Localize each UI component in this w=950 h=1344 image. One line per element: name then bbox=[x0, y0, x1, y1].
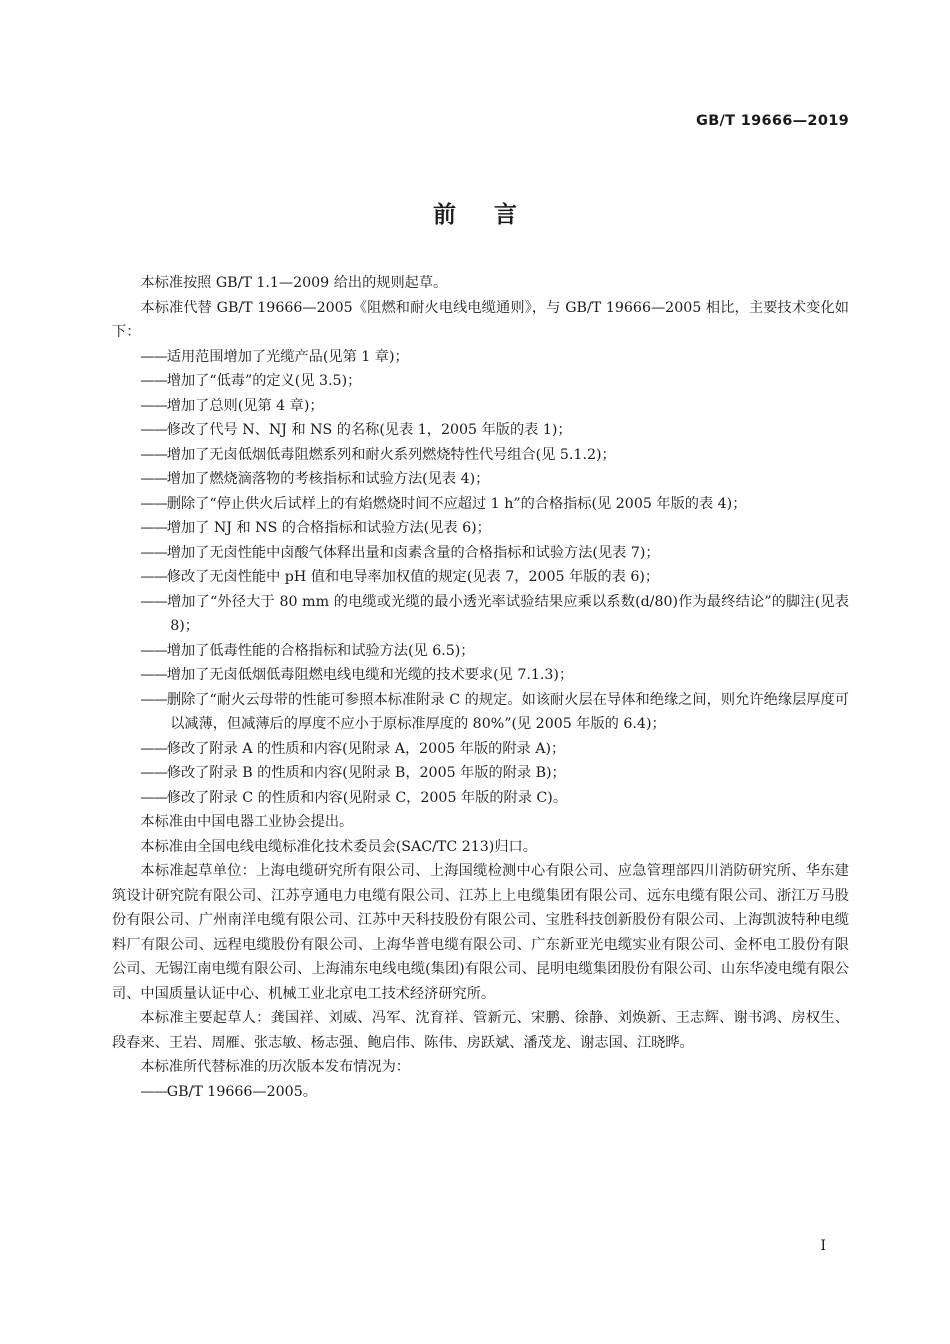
list-item-text: 修改了无卤性能中 pH 值和电导率加权值的规定(见表 7，2005 年版的表 6)； bbox=[166, 569, 660, 585]
list-dash: —— bbox=[140, 373, 167, 389]
page-number: I bbox=[820, 1238, 826, 1254]
paragraph-replacement: 本标准代替 GB/T 19666—2005《阻燃和耐火电线电缆通则》，与 GB/T 19666—2005 相比，主要技术变化如下： bbox=[112, 299, 849, 340]
change-list bbox=[112, 345, 849, 811]
list-item-text: 修改了代号 N、NJ 和 NS 的名称(见表 1，2005 年版的表 1)； bbox=[166, 422, 572, 438]
list-dash: —— bbox=[140, 422, 167, 438]
list-dash: —— bbox=[140, 691, 167, 708]
document-body bbox=[112, 271, 849, 1104]
list-item bbox=[112, 688, 849, 737]
list-dash: —— bbox=[140, 397, 167, 414]
list-dash: —— bbox=[140, 495, 167, 512]
list-item bbox=[112, 492, 849, 517]
list-dash: —— bbox=[140, 544, 167, 561]
list-item bbox=[112, 418, 849, 443]
list-item bbox=[112, 565, 849, 590]
paragraph-drafting-rules: 本标准按照 GB/T 1.1—2009 给出的规则起草。 bbox=[140, 275, 448, 291]
list-dash: —— bbox=[140, 471, 167, 487]
list-item-text: 修改了附录 B 的性质和内容(见附录 B，2005 年版的附录 B)； bbox=[166, 765, 566, 781]
paragraph-drafting-units: 本标准起草单位：上海电缆研究所有限公司、上海国缆检测中心有限公司、应急管理部四川消防研究所、华东建筑设计研究院有限公司、江苏亨通电力电缆有限公司、江苏上上电缆集团有限公司、远东电缆有限公司、浙江万马股份有限公司、广州南洋电缆有限公司、江苏中天科技股份有限公司、宝胜科技创新股份有限公司、上海凯波特种电缆料厂有限公司、远程电缆股份有限公司、上海华普电缆有限公司、广东新亚光电缆实业有限公司、金杯电工股份有限公司、无锡江南电缆有限公司、上海浦东电线电缆(集团)有限公司、昆明电缆集团股份有限公司、山东华凌电缆有限公司、中国质量认证中心、机械工业北京电工技术经济研究所。 bbox=[112, 863, 849, 1002]
paragraph-committee: 本标准由全国电线电缆标准化技术委员会(SAC/TC 213)归口。 bbox=[140, 838, 537, 855]
list-item bbox=[112, 786, 849, 811]
list-dash: —— bbox=[140, 765, 167, 781]
list-item-text: 删除了“耐火云母带的性能可参照本标准附录 C 的规定。如该耐火层在导体和绝缘之间，则允许绝缘层厚度可以减薄，但减薄后的厚度不应小于原标准厚度的 80%”(见 2005 年版的 6.4)； bbox=[166, 691, 849, 732]
page-title: 前言 bbox=[433, 202, 555, 228]
list-dash: —— bbox=[140, 348, 167, 365]
list-item-text: 删除了“停止供火后试样上的有焰燃烧时间不应超过 1 h”的合格指标(见 2005 年版的表 4)； bbox=[166, 495, 747, 512]
list-dash: —— bbox=[140, 740, 167, 757]
list-item-text: 增加了总则(见第 4 章)； bbox=[166, 397, 324, 414]
list-item bbox=[112, 737, 849, 762]
list-dash: —— bbox=[140, 593, 167, 610]
list-item-text: 增加了无卤低烟低毒阻燃系列和耐火系列燃烧特性代号组合(见 5.1.2)； bbox=[166, 446, 616, 463]
list-item-text: 增加了“外径大于 80 mm 的电缆或光缆的最小透光率试验结果应乘以系数(d/80)作为最终结论”的脚注(见表 8)； bbox=[166, 593, 849, 634]
list-item-text: 增加了低毒性能的合格指标和试验方法(见 6.5)； bbox=[166, 642, 475, 659]
list-item bbox=[112, 394, 849, 419]
list-dash: —— bbox=[140, 789, 167, 806]
list-item bbox=[112, 1080, 849, 1105]
list-dash: —— bbox=[140, 667, 167, 683]
list-item bbox=[112, 467, 849, 492]
list-item-text: 修改了附录 C 的性质和内容(见附录 C，2005 年版的附录 C)。 bbox=[166, 789, 568, 806]
list-item-text: 增加了无卤性能中卤酸气体释出量和卤素含量的合格指标和试验方法(见表 7)； bbox=[166, 544, 660, 561]
list-item-text: 增加了燃烧滴落物的考核指标和试验方法(见表 4)； bbox=[166, 471, 490, 487]
list-dash: —— bbox=[140, 569, 167, 585]
paragraph-proposer: 本标准由中国电器工业协会提出。 bbox=[140, 814, 354, 830]
list-item bbox=[112, 443, 849, 468]
standard-code: GB/T 19666—2019 bbox=[696, 113, 849, 129]
list-item bbox=[112, 369, 849, 394]
list-item bbox=[112, 516, 849, 541]
list-dash: —— bbox=[140, 446, 167, 463]
list-dash: —— bbox=[140, 1083, 167, 1100]
list-item bbox=[112, 345, 849, 370]
list-dash: —— bbox=[140, 642, 167, 659]
list-item-text: 增加了 NJ 和 NS 的合格指标和试验方法(见表 6)； bbox=[166, 520, 491, 536]
list-item bbox=[112, 541, 849, 566]
history-list bbox=[112, 1080, 849, 1105]
list-item bbox=[112, 639, 849, 664]
list-item-text: 适用范围增加了光缆产品(见第 1 章)； bbox=[166, 348, 409, 365]
list-dash: —— bbox=[140, 520, 167, 536]
list-item bbox=[112, 761, 849, 786]
list-item-text: 增加了无卤低烟低毒阻燃电线电缆和光缆的技术要求(见 7.1.3)； bbox=[166, 667, 574, 683]
list-item bbox=[112, 590, 849, 639]
paragraph-history-intro: 本标准所代替标准的历次版本发布情况为： bbox=[140, 1059, 410, 1075]
list-item-text: 增加了“低毒”的定义(见 3.5)； bbox=[166, 373, 362, 389]
paragraph-drafters: 本标准主要起草人：龚国祥、刘威、冯军、沈育祥、管新元、宋鹏、徐静、刘焕新、王志辉、谢书鸿、房权生、段春来、王岩、周雁、张志敏、杨志强、鲍启伟、陈伟、房跃斌、潘茂龙、谢志国、江晓晔。 bbox=[112, 1010, 849, 1051]
list-item-text: GB/T 19666—2005。 bbox=[166, 1083, 317, 1100]
list-item bbox=[112, 663, 849, 688]
list-item-text: 修改了附录 A 的性质和内容(见附录 A，2005 年版的附录 A)； bbox=[166, 740, 566, 757]
